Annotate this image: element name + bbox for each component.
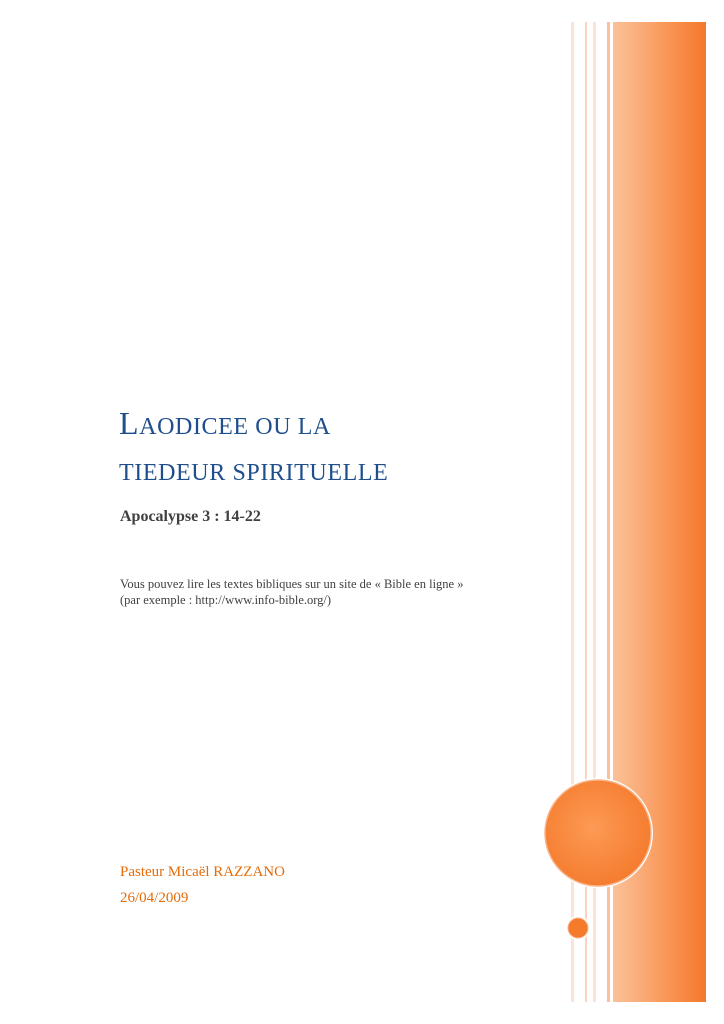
author-name: Pasteur Micaël RAZZANO <box>120 864 285 880</box>
title-line-2: TIEDEUR SPIRITUELLE <box>119 460 389 486</box>
document-title <box>119 400 549 496</box>
note-line-2: (par exemple : http://www.info-bible.org/) <box>120 593 332 607</box>
title-initial: L <box>119 405 140 441</box>
bible-online-note <box>120 576 560 608</box>
scripture-reference: Apocalypse 3 : 14-22 <box>120 508 261 525</box>
title-line-1: AODICEE OU LA <box>139 414 331 440</box>
note-line-1: Vous pouvez lire les textes bibliques sur un site de « Bible en ligne » <box>120 577 464 591</box>
document-date: 26/04/2009 <box>120 890 189 906</box>
